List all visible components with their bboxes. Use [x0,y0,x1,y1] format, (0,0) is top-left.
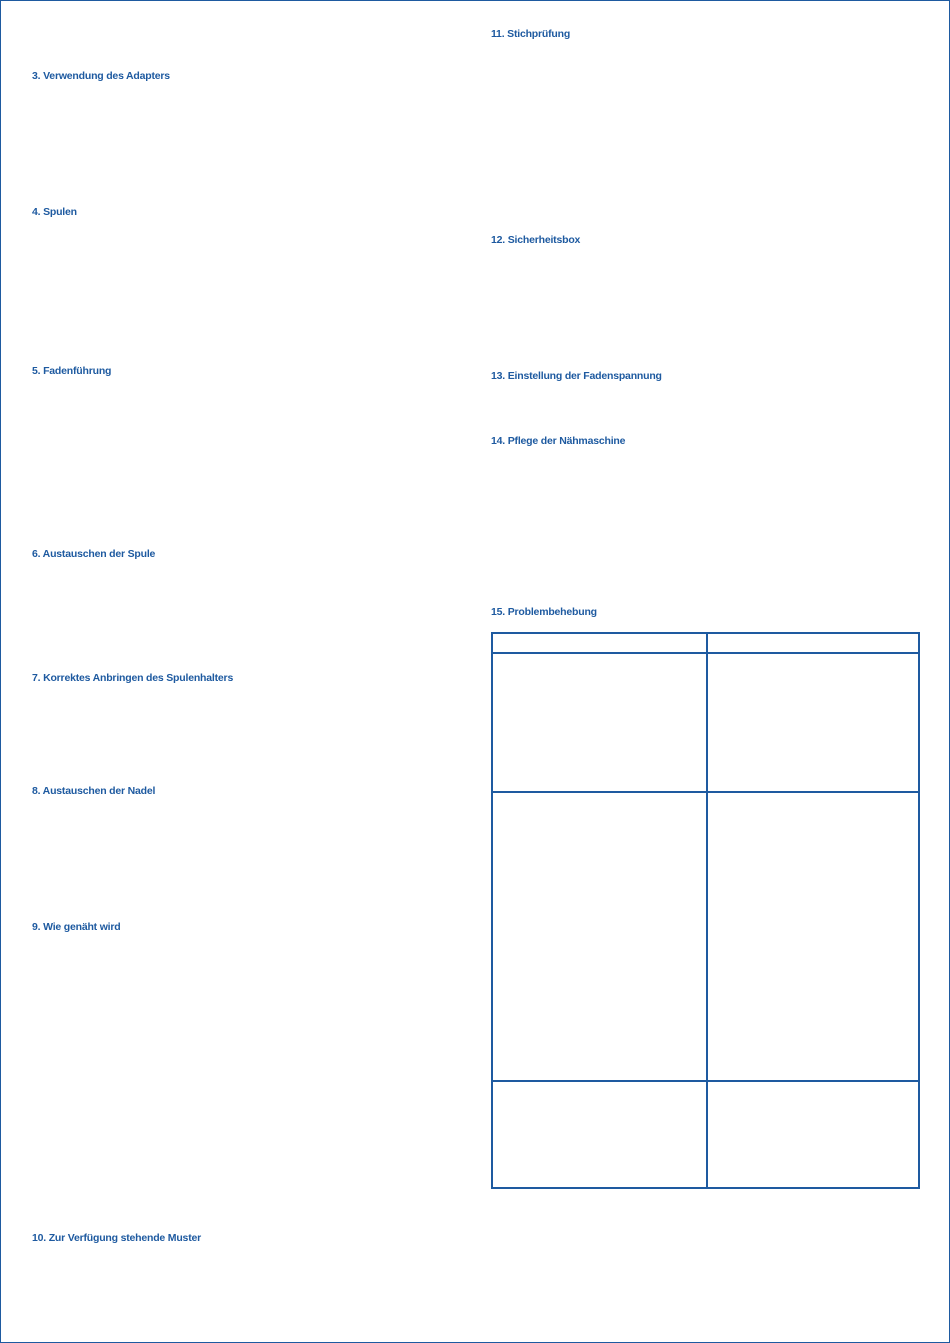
heading-section-13: 13. Einstellung der Fadenspannung [491,370,662,382]
heading-section-11: 11. Stichprüfung [491,28,571,40]
troubleshooting-table [491,632,920,1189]
heading-section-5: 5. Fadenführung [32,365,112,377]
heading-section-12: 12. Sicherheitsbox [491,234,581,246]
heading-section-10: 10. Zur Verfügung stehende Muster [32,1232,202,1244]
heading-section-4: 4. Spulen [32,206,77,218]
heading-section-7: 7. Korrektes Anbringen des Spulenhalters [32,672,234,684]
table-cell [708,1082,918,1187]
heading-section-8: 8. Austauschen der Nadel [32,785,156,797]
table-cell [708,793,918,1080]
heading-section-9: 9. Wie genäht wird [32,921,121,933]
table-cell [493,793,706,1080]
heading-section-3: 3. Verwendung des Adapters [32,70,170,82]
table-header-cell-solution [708,634,918,652]
table-cell [493,1082,706,1187]
heading-section-15: 15. Problembehebung [491,606,597,618]
heading-section-14: 14. Pflege der Nähmaschine [491,435,626,447]
heading-section-6: 6. Austauschen der Spule [32,548,156,560]
table-cell [493,654,706,791]
table-header-cell-problem [493,634,706,652]
table-cell [708,654,918,791]
